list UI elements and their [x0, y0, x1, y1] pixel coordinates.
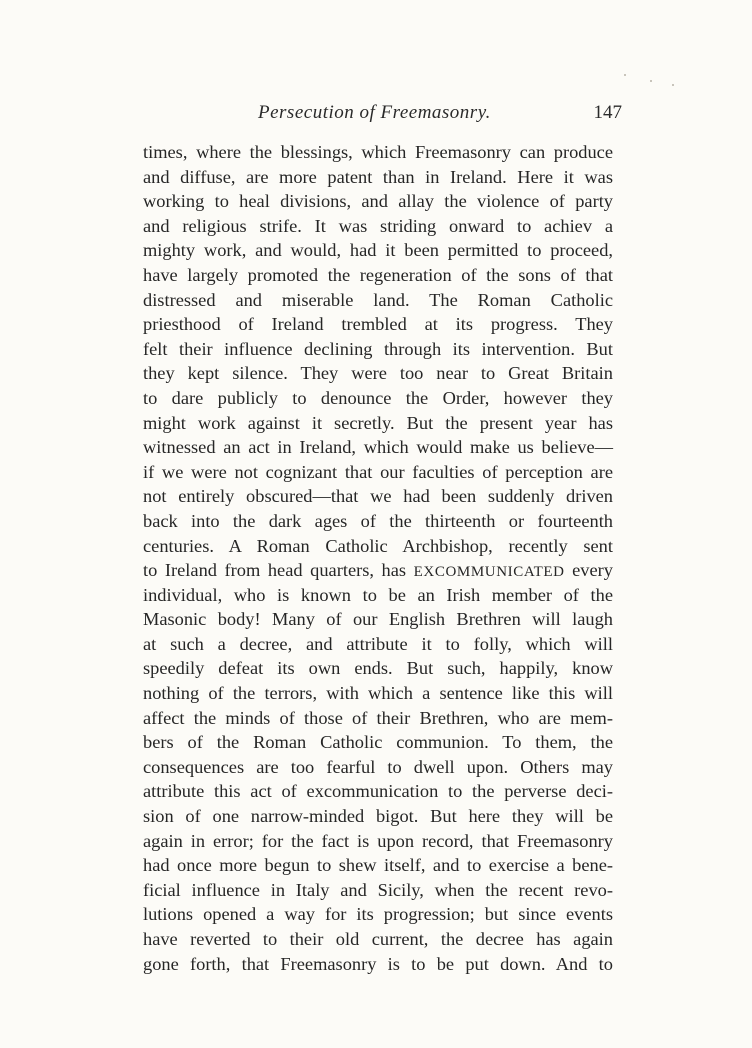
body-text [143, 140, 613, 976]
text-line: distressed and miserable land. The Roman Catholic [143, 289, 613, 310]
text-line: at such a decree, and attribute it to folly, which will [143, 633, 613, 654]
text-line: individual, who is known to be an Irish member of the [143, 584, 613, 605]
text-line: attribute this act of excommunication to the perverse deci- [143, 781, 613, 802]
text-line: working to heal divisions, and allay the violence of party [143, 191, 613, 212]
paper-speck [624, 74, 626, 76]
text-line: centuries. A Roman Catholic Archbishop, recently sent [143, 535, 613, 556]
text-line: have largely promoted the regeneration of the sons of that [143, 264, 613, 285]
text-line: if we were not cognizant that our faculties of perception are [143, 461, 613, 482]
text-line: not entirely obscured—that we had been suddenly driven [143, 486, 613, 507]
paper-speck [650, 80, 652, 82]
text-line: lutions opened a way for its progression; but since events [143, 904, 613, 925]
text-line: back into the dark ages of the thirteenth or fourteenth [143, 510, 613, 531]
text-line: mighty work, and would, had it been permitted to proceed, [143, 240, 613, 261]
text-line: gone forth, that Freemasonry is to be put down. And to [143, 953, 613, 974]
text-line: had once more begun to shew itself, and to exercise a bene- [143, 855, 613, 876]
page-header [140, 102, 622, 132]
text-line: sion of one narrow-minded bigot. But here they will be [143, 806, 613, 827]
text-line: bers of the Roman Catholic communion. To them, the [143, 732, 613, 753]
text-line: priesthood of Ireland trembled at its progress. They [143, 314, 613, 335]
text-line: they kept silence. They were too near to Great Britain [143, 363, 613, 384]
text-line: to dare publicly to denounce the Order, however they [143, 387, 613, 408]
text-line: nothing of the terrors, with which a sentence like this will [143, 683, 613, 704]
text-line: consequences are too fearful to dwell upon. Others may [143, 756, 613, 777]
paper-specks [612, 60, 692, 100]
text-line: Masonic body! Many of our English Brethren will laugh [143, 609, 613, 630]
text-line: to Ireland from head quarters, has EXCOMMUNICATED every [143, 560, 613, 581]
text-line: and religious strife. It was striding onward to achiev a [143, 215, 613, 236]
running-title: Persecution of Freemasonry. [258, 102, 491, 123]
text-line: again in error; for the fact is upon record, that Freemasonry [143, 830, 613, 851]
text-line: felt their influence declining through its intervention. But [143, 338, 613, 359]
text-line: witnessed an act in Ireland, which would make us believe— [143, 437, 613, 458]
paper-speck [672, 84, 674, 86]
page-number: 147 [593, 102, 622, 123]
text-line: might work against it secretly. But the present year has [143, 412, 613, 433]
text-line: affect the minds of those of their Brethren, who are mem- [143, 707, 613, 728]
text-line: have reverted to their old current, the decree has again [143, 929, 613, 949]
text-line: times, where the blessings, which Freemasonry can produce [143, 142, 613, 162]
text-line: ficial influence in Italy and Sicily, when the recent revo- [143, 879, 613, 900]
text-line: speedily defeat its own ends. But such, happily, know [143, 658, 613, 679]
text-line: and diffuse, are more patent than in Ireland. Here it was [143, 166, 613, 187]
